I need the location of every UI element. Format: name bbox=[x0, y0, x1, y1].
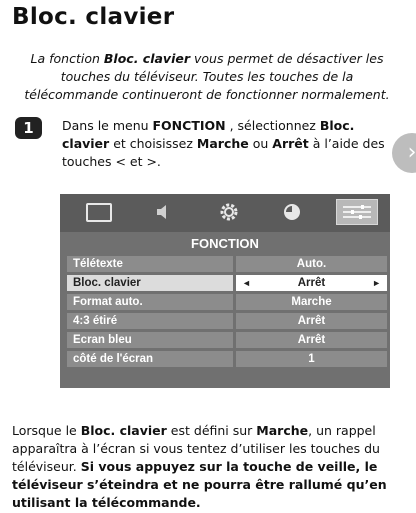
menu-row-label: côté de l'écran bbox=[67, 351, 233, 367]
menu-row-ecran-bleu[interactable] bbox=[67, 332, 387, 348]
menu-row-value-selector[interactable] bbox=[236, 275, 387, 291]
intro-text-2: vous permet de désactiver les touches du téléviseur. Toutes les touches de la télécommande continueront de fonctionner normalement. bbox=[24, 51, 390, 102]
menu-row-4-3-etire[interactable] bbox=[67, 313, 387, 329]
menu-row-teletexte[interactable] bbox=[67, 256, 387, 272]
menu-row-value: Arrêt bbox=[297, 277, 326, 289]
intro-bold-term: Bloc. clavier bbox=[103, 51, 191, 66]
menu-row-label: Télétexte bbox=[67, 256, 233, 272]
arrow-right-icon[interactable]: ► bbox=[372, 278, 381, 288]
note-bold-1: Bloc. clavier bbox=[80, 423, 167, 438]
step-bold-3: Marche bbox=[196, 136, 249, 151]
step-instruction bbox=[62, 117, 402, 171]
menu-row-cote-ecran[interactable] bbox=[67, 351, 387, 367]
note-paragraph bbox=[12, 422, 408, 512]
sound-tab-icon[interactable] bbox=[152, 202, 172, 222]
speaker-icon bbox=[152, 202, 172, 222]
timer-tab-icon[interactable] bbox=[282, 202, 302, 222]
step-text-3: et choisissez bbox=[109, 136, 197, 151]
menu-heading: FONCTION bbox=[191, 236, 259, 251]
intro-paragraph bbox=[12, 50, 402, 104]
gear-icon bbox=[217, 200, 241, 224]
arrow-left-icon[interactable]: ◄ bbox=[242, 278, 251, 288]
sliders-icon bbox=[337, 200, 377, 224]
note-text-3: , un rappel apparaîtra à l’écran si vous tentez d’utiliser les touches du téléviseur. bbox=[12, 423, 380, 474]
menu-row-bloc-clavier[interactable] bbox=[67, 275, 387, 291]
step-text-4: ou bbox=[248, 136, 273, 151]
clock-icon bbox=[282, 202, 302, 222]
step-text-1: Dans le menu bbox=[62, 118, 153, 133]
menu-row-value: Arrêt bbox=[236, 332, 387, 348]
function-tab-icon[interactable] bbox=[336, 199, 378, 225]
next-page-button[interactable]: › bbox=[392, 133, 416, 173]
menu-row-label: Format auto. bbox=[67, 294, 233, 310]
picture-tab-icon[interactable] bbox=[86, 203, 112, 222]
step-number-badge: 1 bbox=[15, 117, 42, 139]
menu-row-value: 1 bbox=[236, 351, 387, 367]
menu-row-label: Bloc. clavier bbox=[67, 275, 233, 291]
tv-menu-screenshot bbox=[60, 194, 390, 388]
menu-row-label: Ecran bleu bbox=[67, 332, 233, 348]
step-text-2: , sélectionnez bbox=[225, 118, 320, 133]
menu-tab-bar bbox=[60, 194, 390, 232]
note-bold-2: Marche bbox=[256, 423, 309, 438]
settings-tab-icon[interactable] bbox=[217, 200, 241, 224]
intro-text-1: La fonction bbox=[30, 51, 104, 66]
menu-row-format-auto[interactable] bbox=[67, 294, 387, 310]
page-title: Bloc. clavier bbox=[12, 4, 175, 30]
menu-row-label: 4:3 étiré bbox=[67, 313, 233, 329]
menu-row-value: Arrêt bbox=[236, 313, 387, 329]
step-text-5: à l’aide des touches < et >. bbox=[62, 136, 385, 169]
menu-row-value: Auto. bbox=[236, 256, 387, 272]
note-text-2: est défini sur bbox=[166, 423, 257, 438]
note-bold-3: Si vous appuyez sur la touche de veille, le téléviseur s’éteindra et ne pourra être rallumé qu’en utilisant la télécommande. bbox=[12, 459, 387, 510]
step-bold-2: Bloc. clavier bbox=[62, 118, 355, 151]
step-bold-4: Arrêt bbox=[272, 136, 309, 151]
note-text-1: Lorsque le bbox=[12, 423, 81, 438]
step-bold-1: FONCTION bbox=[152, 118, 226, 133]
menu-row-value: Marche bbox=[236, 294, 387, 310]
